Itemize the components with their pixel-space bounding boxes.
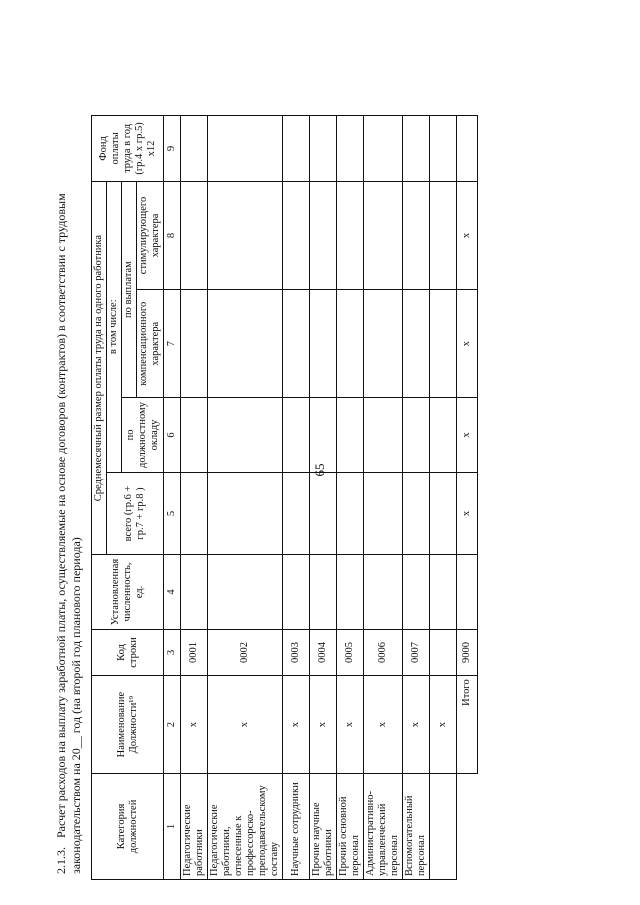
total-col6: х: [457, 398, 478, 472]
table-row: [403, 116, 430, 880]
row-code: 0005: [337, 629, 364, 676]
table-caption: [54, 174, 84, 874]
table-row: [208, 116, 283, 880]
header-fund: Фонд оплаты труда в год (гр.4 х гр.5) х12: [92, 116, 164, 182]
col-number: 2: [164, 676, 181, 774]
row-position-name: х: [310, 676, 337, 774]
col-number: 1: [164, 773, 181, 879]
total-col5: х: [457, 472, 478, 555]
row-position-name: х: [181, 676, 208, 774]
row-category: Административно-управленческий персонал: [364, 773, 403, 879]
total-col7: х: [457, 290, 478, 398]
row-position-name: х: [430, 676, 457, 774]
col-number: 8: [164, 181, 181, 289]
row-code: [430, 629, 457, 676]
row-code: 0004: [310, 629, 337, 676]
total-row: [457, 116, 478, 880]
header-compensatory: компенсационного характера: [137, 290, 164, 398]
table-row: [283, 116, 310, 880]
row-position-name: х: [337, 676, 364, 774]
salary-table: [91, 115, 478, 880]
row-position-name: х: [403, 676, 430, 774]
header-avg-salary: Среднемесячный размер оплаты труда на одного работника: [92, 181, 107, 554]
header-by-salary: по должностному окладу: [122, 398, 164, 472]
table-row: [364, 116, 403, 880]
total-label: Итого: [457, 676, 478, 774]
row-code: 0003: [283, 629, 310, 676]
col-number: 4: [164, 555, 181, 629]
page-number: 65: [312, 463, 327, 477]
col-number: 5: [164, 472, 181, 555]
row-category: Прочие научные работники: [310, 773, 337, 879]
header-row-code: Код строки: [92, 629, 164, 676]
header-including: в том числе:: [107, 181, 122, 472]
caption-text: Расчет расходов на выплату заработной платы, осуществляемые на основе договоров (контрактов) в соответствии с трудовым законодательством на 20__ год (на второй год планового периода): [54, 193, 83, 874]
row-category: Вспомогательный персонал: [403, 773, 430, 879]
col-number: 6: [164, 398, 181, 472]
row-position-name: х: [364, 676, 403, 774]
row-code: 0002: [208, 629, 283, 676]
row-category: Педагогические работники: [181, 773, 208, 879]
row-code: 0007: [403, 629, 430, 676]
col-number: 9: [164, 116, 181, 182]
header-staff-count: Установленная численность, ед.: [92, 555, 164, 629]
table-row: [310, 116, 337, 880]
table-row: [430, 116, 457, 880]
row-position-name: х: [283, 676, 310, 774]
row-code: 0006: [364, 629, 403, 676]
col-number: 3: [164, 629, 181, 676]
row-category: Педагогические работники, отнесенные к профессорско-преподавательскому составу: [208, 773, 283, 879]
table-row: [337, 116, 364, 880]
column-number-row: [164, 116, 181, 880]
rotated-content: [54, 90, 614, 880]
header-stimulating: стимулирующего характера: [137, 181, 164, 289]
total-col8: х: [457, 181, 478, 289]
header-position-name: Наименование Должности¹⁹: [92, 676, 164, 774]
caption-number: 2.1.3.: [54, 847, 68, 874]
total-code: 9000: [457, 629, 478, 676]
row-category: [430, 773, 457, 879]
row-code: 0001: [181, 629, 208, 676]
header-category: Категория должностей: [92, 773, 164, 879]
row-category: Прочий основной персонал: [337, 773, 364, 879]
header-by-payments: по выплатам: [122, 181, 137, 397]
header-total: всего (гр.6 + гр.7 + гр.8 ): [107, 472, 164, 555]
col-number: 7: [164, 290, 181, 398]
row-category: Научные сотрудники: [283, 773, 310, 879]
table-row: [181, 116, 208, 880]
row-position-name: х: [208, 676, 283, 774]
